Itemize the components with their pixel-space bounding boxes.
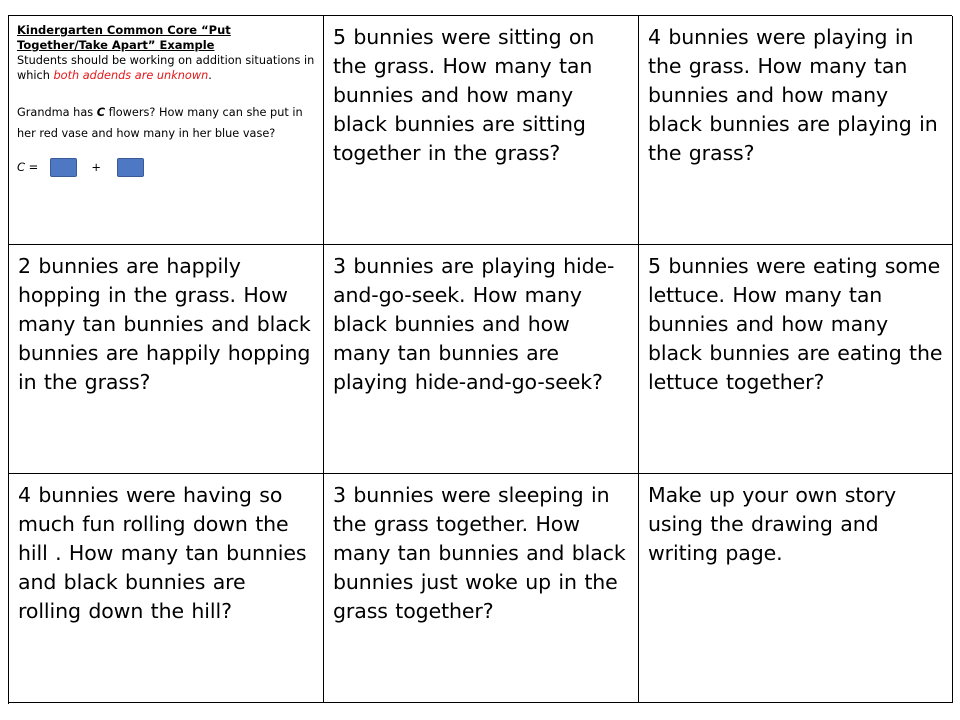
story-cell-2: [639, 16, 953, 245]
intro-prompt: [17, 103, 319, 144]
story-text-1: 5 bunnies were sitting on the grass. How many tan bunnies and how many black bunnies are sitting together in the grass?: [333, 25, 595, 165]
story-text-7: 3 bunnies were sleeping in the grass together. How many tan bunnies and black bunnies just woke up in the grass together?: [333, 483, 626, 623]
story-text-5: 5 bunnies were eating some lettuce. How many tan bunnies and how many black bunnies are eating the lettuce together?: [648, 254, 943, 394]
intro-description-start: Students should be working on addition situations in which: [17, 54, 315, 82]
intro-spacer: [17, 83, 319, 103]
addend-box-2: [117, 158, 144, 177]
story-cell-5: [639, 245, 953, 474]
equation-plus: +: [91, 160, 101, 174]
story-text-6: 4 bunnies were having so much fun rolling down the hill . How many tan bunnies and black bunnies are rolling down the hill?: [18, 483, 307, 623]
story-text-2: 4 bunnies were playing in the grass. How many tan bunnies and how many black bunnies are playing in the grass?: [648, 25, 938, 165]
story-text-3: 2 bunnies are happily hopping in the grass. How many tan bunnies and black bunnies are happily hopping in the grass?: [18, 254, 311, 394]
intro-description: [17, 53, 319, 83]
story-text-8: Make up your own story using the drawing and writing page.: [648, 483, 897, 565]
equation-variable: C =: [17, 160, 39, 174]
intro-prompt-start: Grandma has: [17, 106, 97, 119]
intro-description-highlight: both addends are unknown: [53, 69, 209, 82]
intro-prompt-variable: C: [96, 106, 106, 119]
story-text-4: 3 bunnies are playing hide-and-go-seek. How many black bunnies and how many tan bunnies are playing hide-and-go-seek?: [333, 254, 615, 394]
intro-prompt-end: flowers? How many can she put in her red vase and how many in her blue vase?: [17, 106, 303, 140]
intro-cell: [9, 16, 324, 245]
story-cell-6: [9, 474, 324, 703]
story-cell-4: [324, 245, 639, 474]
addend-box-1: [50, 158, 77, 177]
intro-description-end: .: [208, 69, 212, 82]
equation: [17, 157, 319, 178]
story-cell-8: [639, 474, 953, 703]
story-cell-1: [324, 16, 639, 245]
story-problem-table: [8, 15, 952, 704]
story-cell-7: [324, 474, 639, 703]
story-cell-3: [9, 245, 324, 474]
intro-title: Kindergarten Common Core “Put Together/Take Apart” Example: [17, 23, 231, 52]
